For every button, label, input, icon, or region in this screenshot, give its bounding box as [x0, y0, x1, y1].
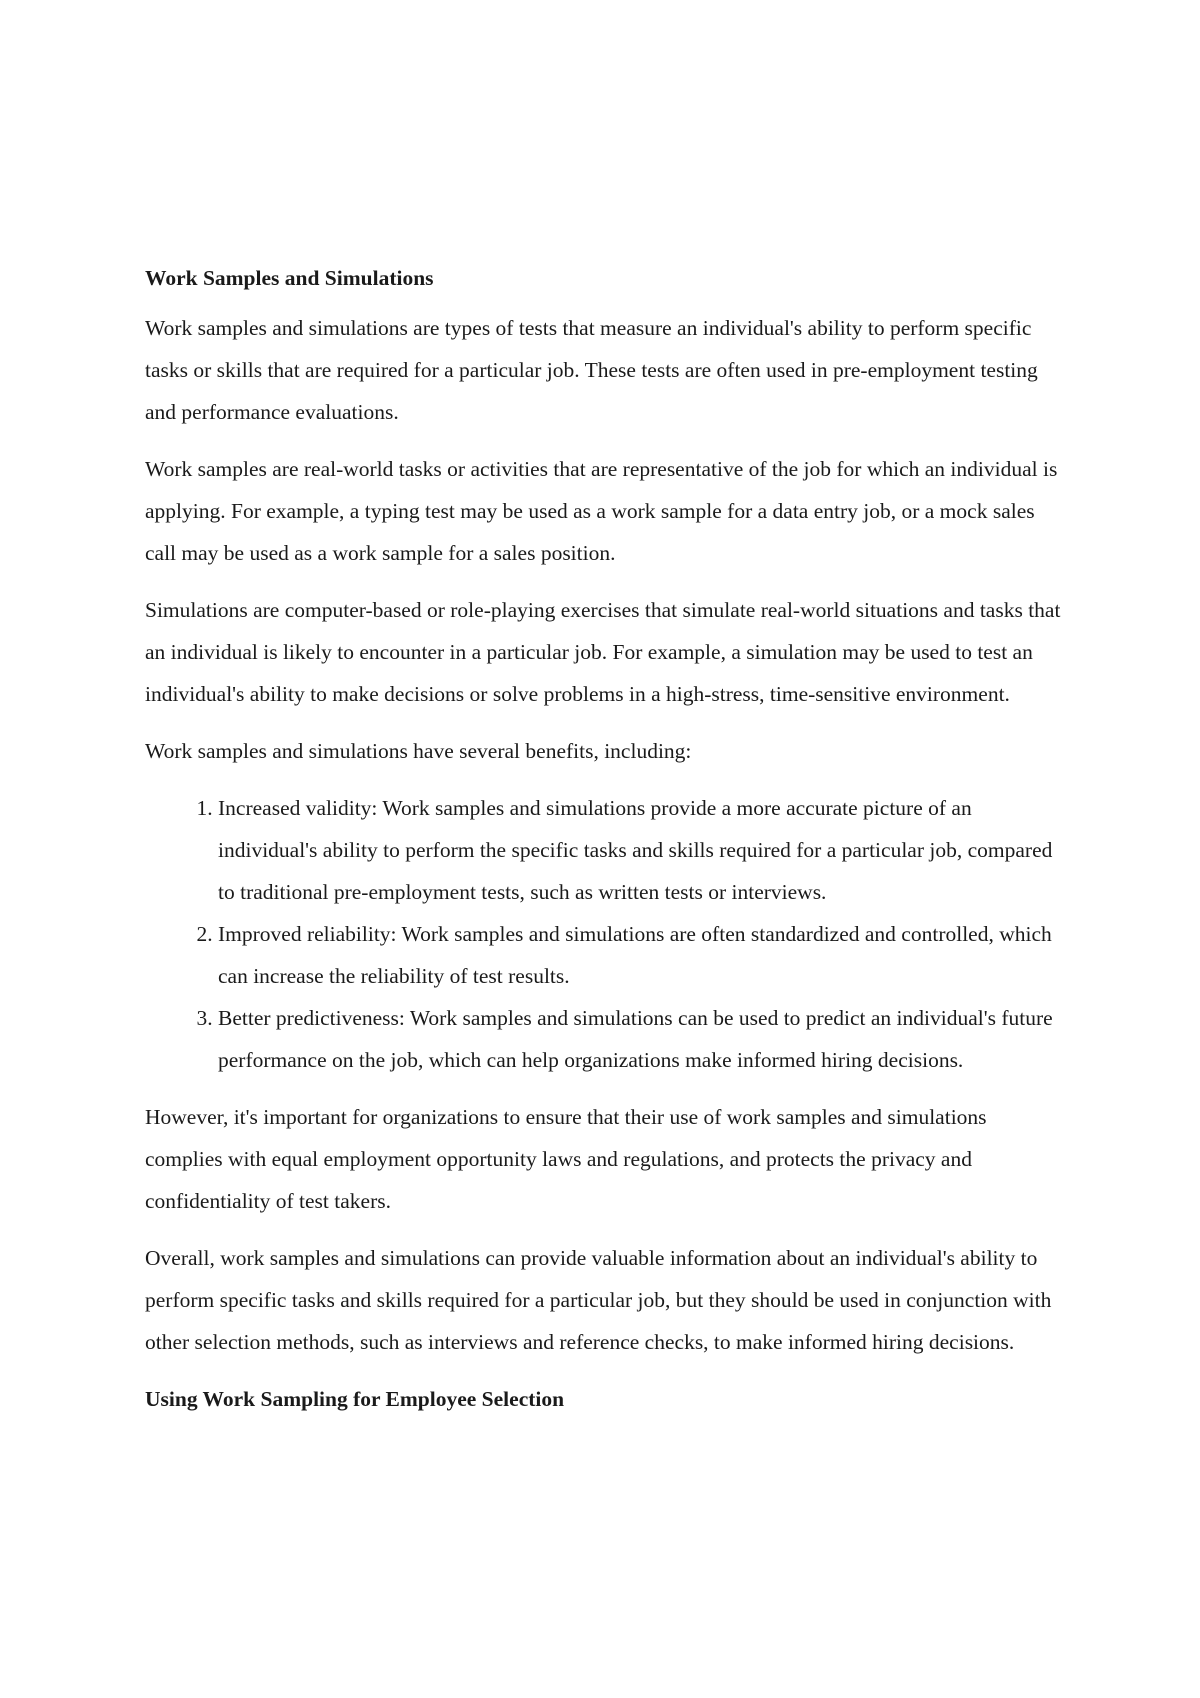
paragraph-simulations: Simulations are computer-based or role-playing exercises that simulate real-world situations and tasks that an individual is likely to encounter in a particular job. For example, a simulation may be used to test an individual's ability to make decisions or solve problems in a high-stress, time-sensitive environment. [145, 598, 1061, 706]
list-item: 1. Increased validity: Work samples and simulations provide a more accurate picture of an individual's ability to perform the specific tasks and skills required for a particular job, compared to traditional pre-employment tests, such as written tests or interviews. [218, 787, 1065, 913]
list-item: 2. Improved reliability: Work samples and simulations are often standardized and controlled, which can increase the reliability of test results. [218, 913, 1065, 997]
section-heading: Work Samples and Simulations [145, 266, 434, 290]
paragraph-benefits-intro: Work samples and simulations have several benefits, including: [145, 739, 692, 763]
benefits-list [145, 787, 1065, 1081]
paragraph-overall: Overall, work samples and simulations can provide valuable information about an individual's ability to perform specific tasks and skills required for a particular job, but they should be used in conjunction with other selection methods, such as interviews and reference checks, to make informed hiring decisions. [145, 1246, 1052, 1354]
list-item: 3. Better predictiveness: Work samples and simulations can be used to predict an individual's future performance on the job, which can help organizations make informed hiring decisions. [218, 997, 1065, 1081]
paragraph-intro: Work samples and simulations are types of tests that measure an individual's ability to perform specific tasks or skills that are required for a particular job. These tests are often used in pre-employment testing and performance evaluations. [145, 316, 1038, 424]
paragraph-work-samples: Work samples are real-world tasks or activities that are representative of the job for which an individual is applying. For example, a typing test may be used as a work sample for a data entry job, or a mock sales call may be used as a work sample for a sales position. [145, 457, 1058, 565]
document-body [145, 257, 1065, 1428]
paragraph-compliance: However, it's important for organizations to ensure that their use of work samples and simulations complies with equal employment opportunity laws and regulations, and protects the privacy and confidentiality of test takers. [145, 1105, 987, 1213]
section-heading-2: Using Work Sampling for Employee Selection [145, 1387, 565, 1411]
